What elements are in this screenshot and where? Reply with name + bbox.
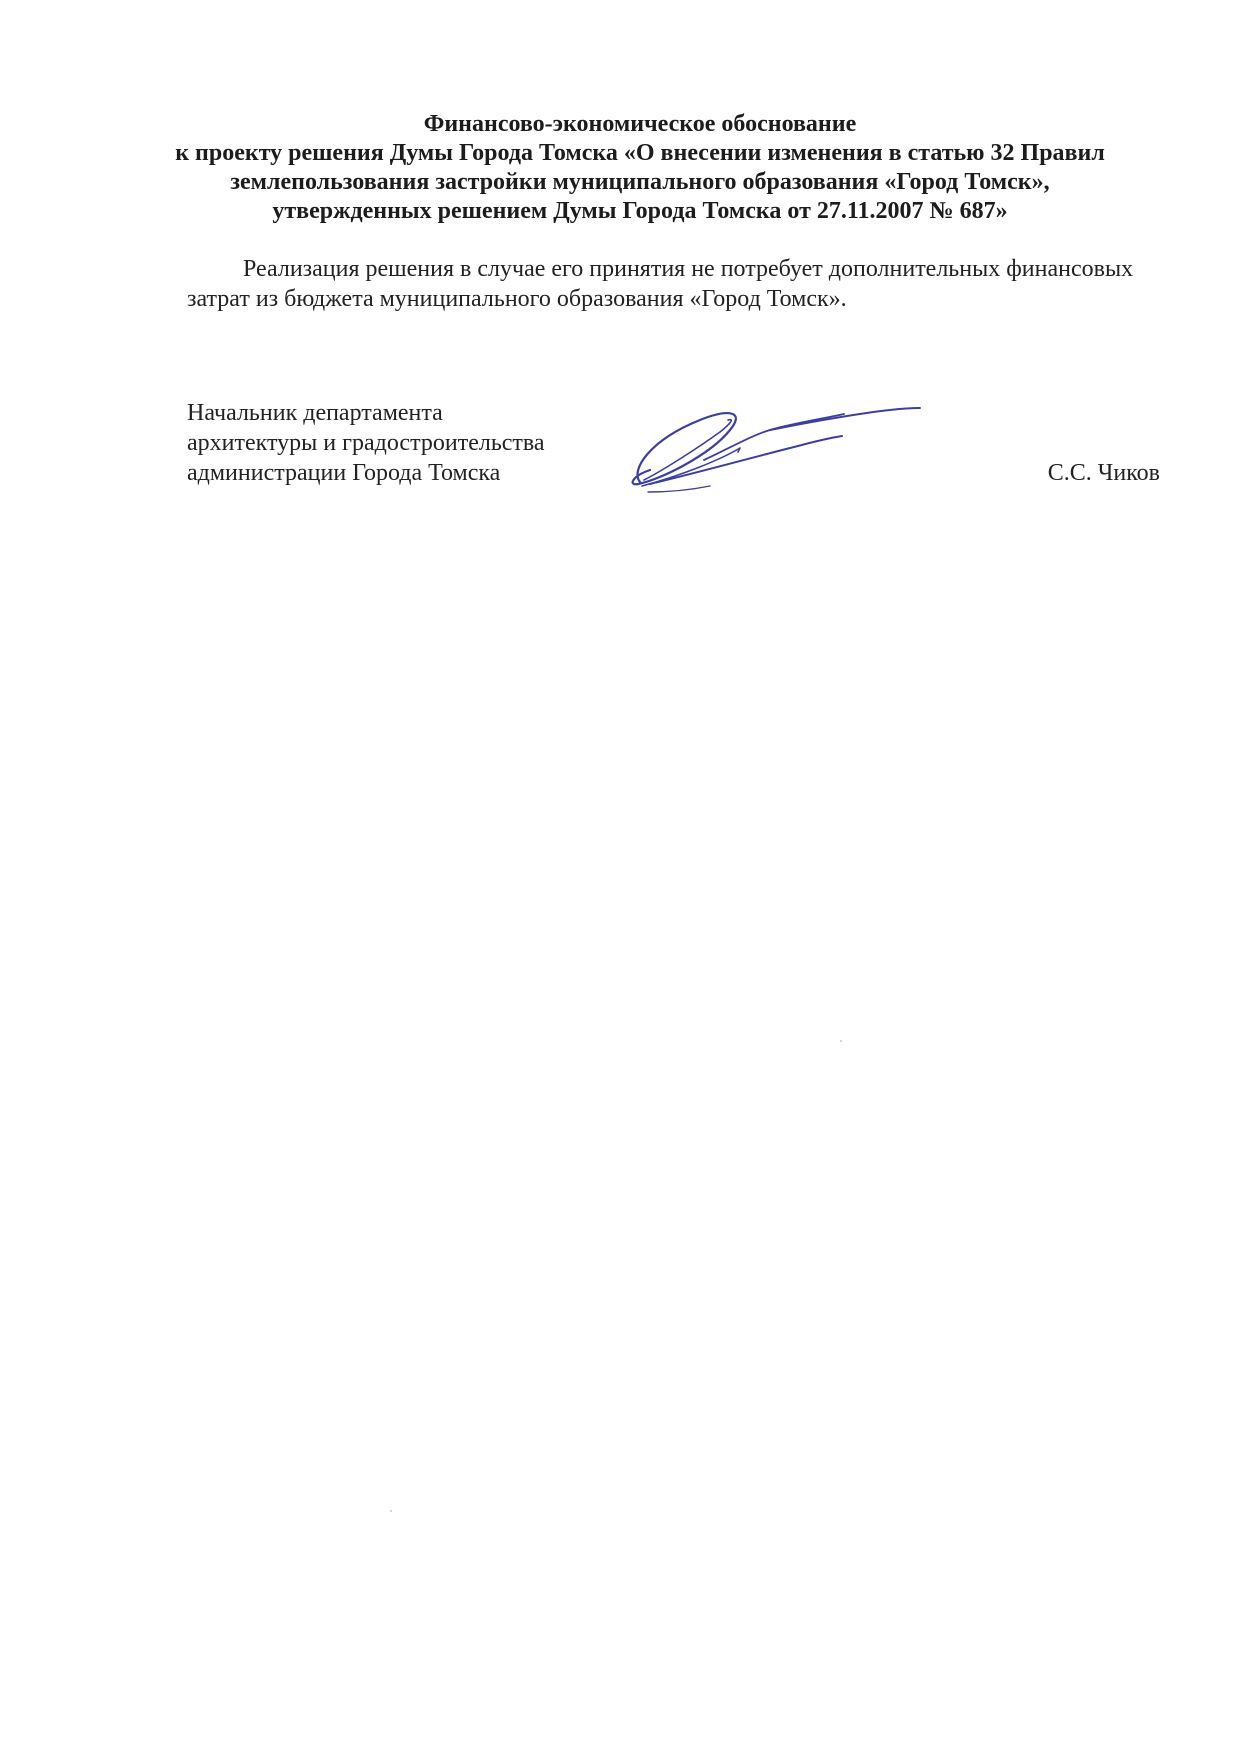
position-line-2: архитектуры и градостроительства [187,430,545,456]
document-title [160,110,1120,226]
scan-speck [840,1040,842,1042]
body-line-1: Реализация решения в случае его принятия не потребует дополнительных финансовых [243,256,1134,282]
position-line-3: администрации Города Томска [187,460,501,486]
title-line-2: к проекту решения Думы Города Томска «О внесении изменения в статью 32 Правил [175,140,1105,166]
signatory-position [187,398,545,488]
title-line-4: утвержденных решением Думы Города Томска от 27.11.2007 № 687» [272,198,1008,224]
title-line-3: землепользования застройки муниципального образования «Город Томск», [230,169,1050,195]
body-line-2: затрат из бюджета муниципального образования «Город Томск». [187,286,847,312]
body-paragraph [187,254,1162,314]
scan-speck [390,1510,392,1512]
position-line-1: Начальник департамента [187,400,443,426]
signatory-name: С.С. Чиков [1047,460,1160,486]
handwritten-signature-icon [620,400,940,500]
title-line-1: Финансово-экономическое обоснование [423,111,857,137]
